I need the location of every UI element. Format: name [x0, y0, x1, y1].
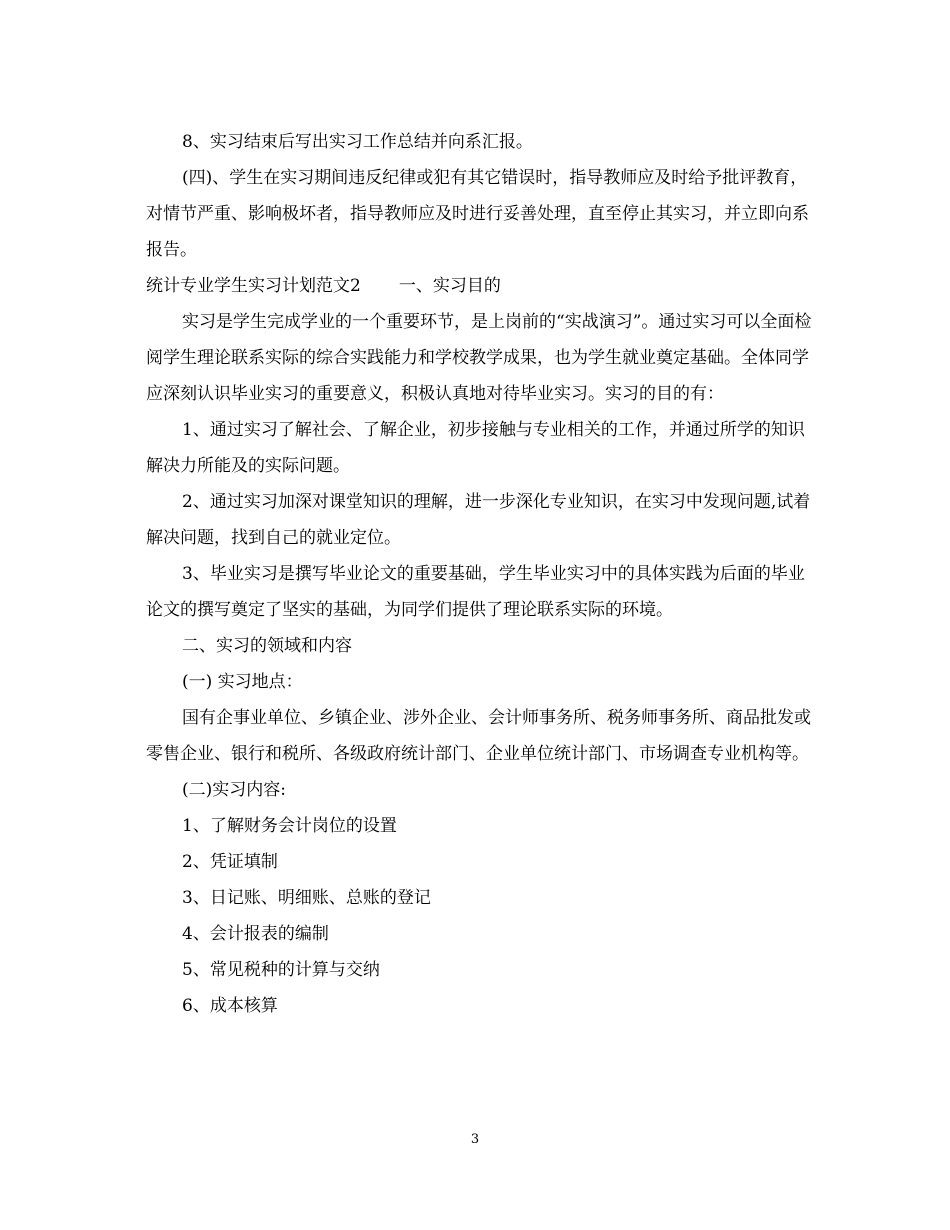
list-item-content-2: 2、凭证填制: [182, 852, 278, 872]
list-item-purpose-1: 1、通过实习了解社会、了解企业，初步接触与专业相关的工作，并通过所学的知识解决力所能及的实际问题。: [146, 420, 805, 476]
document-title: 统计专业学生实习计划范文2: [146, 276, 361, 296]
page-number: 3: [470, 1132, 480, 1147]
list-item-content-1: 1、了解财务会计岗位的设置: [182, 816, 397, 836]
paragraph-purpose: 实习是学生完成学业的一个重要环节，是上岗前的“实战演习”。通过实习可以全面检阅学生理论联系实际的综合实践能力和学校教学成果，也为学生就业奠定基础。全体同学应深刻认识毕业实习的重要意义，积极认真地对待毕业实习。实习的目的有：: [146, 312, 812, 404]
list-item-purpose-3: 3、毕业实习是撰写毕业论文的重要基础，学生毕业实习中的具体实践为后面的毕业论文的撰写奠定了坚实的基础，为同学们提供了理论联系实际的环境。: [146, 564, 805, 620]
subsection-heading-location: (一) 实习地点：: [182, 672, 303, 692]
section-heading: 一、实习目的: [398, 276, 501, 296]
document-body: [146, 124, 814, 1024]
list-item-content-5: 5、常见税种的计算与交纳: [182, 960, 380, 980]
list-item-content-6: 6、成本核算: [182, 996, 278, 1016]
list-item-content-3: 3、日记账、明细账、总账的登记: [182, 888, 431, 908]
subsection-heading-content: (二)实习内容:: [182, 780, 286, 800]
paragraph-section-4: (四)、学生在实习期间违反纪律或犯有其它错误时，指导教师应及时给予批评教育，对情节严重、影响极坏者，指导教师应及时进行妥善处理，直至停止其实习，并立即向系报告。: [146, 168, 809, 260]
paragraph-locations: 国有企事业单位、乡镇企业、涉外企业、会计师事务所、税务师事务所、商品批发或零售企业、银行和税所、各级政府统计部门、企业单位统计部门、市场调查专业机构等。: [146, 708, 811, 764]
list-item-purpose-2: 2、通过实习加深对课堂知识的理解，进一步深化专业知识，在实习中发现问题,试着解决问题，找到自己的就业定位。: [146, 492, 811, 548]
list-item-content-4: 4、会计报表的编制: [182, 924, 329, 944]
paragraph-item-8: 8、实习结束后写出实习工作总结并向系汇报。: [182, 132, 533, 152]
section-heading-line: [146, 268, 814, 304]
section-heading-2: 二、实习的领域和内容: [182, 636, 352, 656]
